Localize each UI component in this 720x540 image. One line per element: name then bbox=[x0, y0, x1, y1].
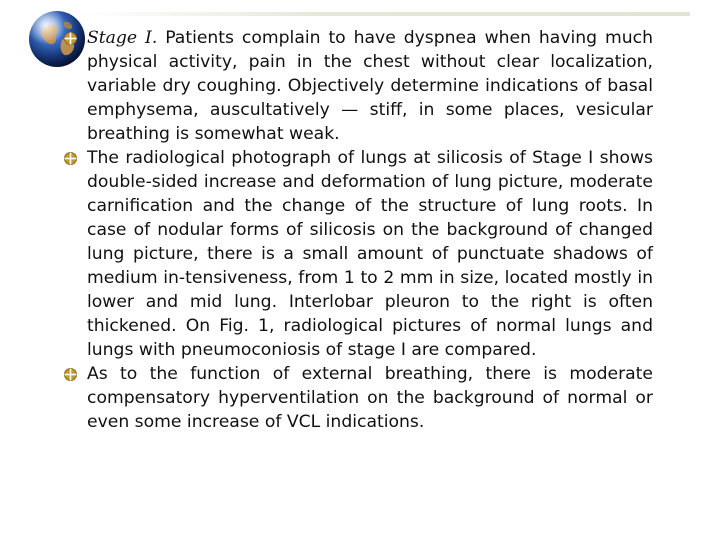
bullet-lead: Stage I. bbox=[87, 28, 158, 48]
bullet-text: The radiological photograph of lungs at silicosis of Stage I shows double-sided increase and deformation of lung picture, moderate carnification and the change of the structure of lung roots. In case of nodular forms of silicosis on the background of changed lung picture, there is a small amount of punctuate shadows of medium in-tensiveness, from 1 to 2 mm in size, located mostly in lower and mid lung. Interlobar pleuron to the right is often thickened. On Fig. 1, radiological pictures of normal lungs and lungs with pneumoconiosis of stage I are compared. bbox=[87, 148, 653, 360]
bullet-item-stage-one bbox=[87, 26, 653, 146]
slide-body bbox=[87, 26, 653, 434]
title-band bbox=[80, 12, 690, 16]
bullet-item-breathing bbox=[87, 362, 653, 434]
bullet-text: Patients complain to have dyspnea when having much physical activity, pain in the chest without clear localization, variable dry coughing. Objectively determine indications of basal emphysema, auscultatively — stiff, in some places, vesicular breathing is somewhat weak. bbox=[87, 28, 653, 144]
bullet-text: As to the function of external breathing, there is moderate compensatory hyperventilation on the background of normal or even some increase of VCL indications. bbox=[87, 364, 653, 432]
bullet-icon bbox=[64, 32, 77, 45]
bullet-item-radiology bbox=[87, 146, 653, 362]
bullet-icon bbox=[64, 152, 77, 165]
bullet-icon bbox=[64, 368, 77, 381]
globe-icon bbox=[28, 10, 86, 68]
